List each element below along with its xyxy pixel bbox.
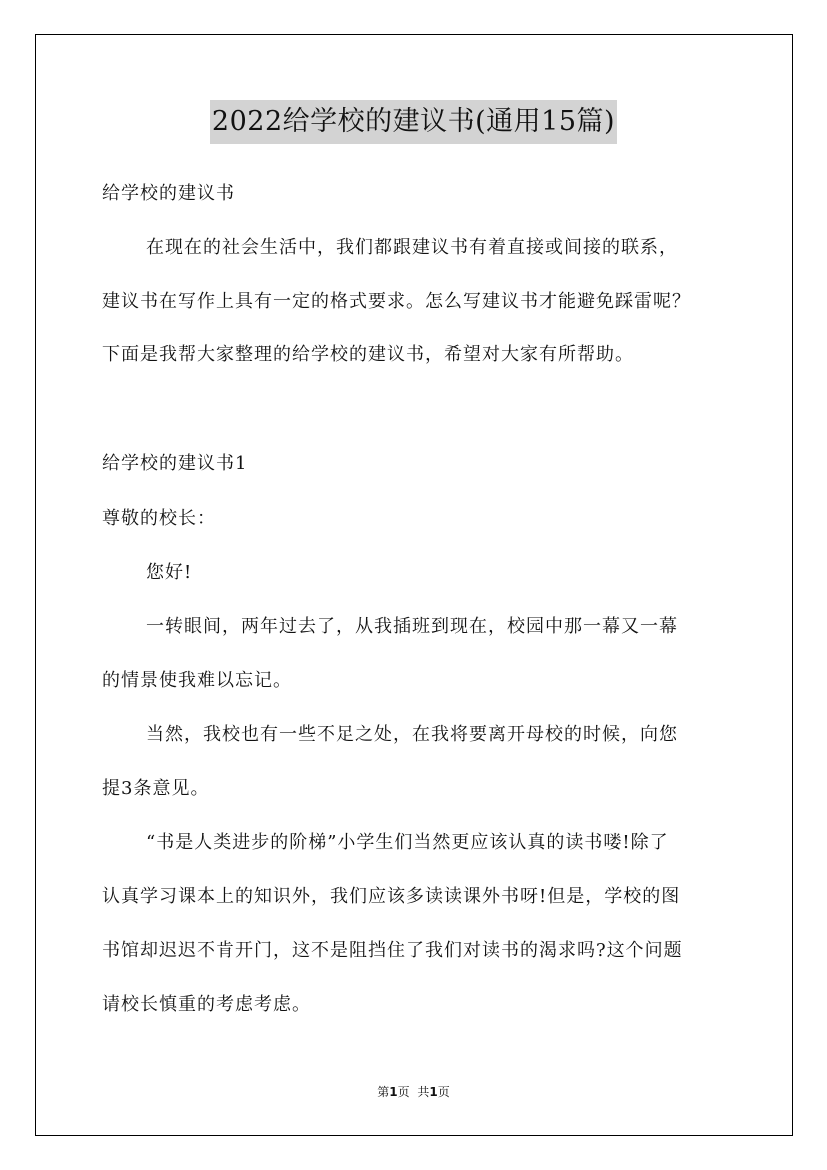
body-paragraph-line: 书馆却迟迟不肯开门，这不是阻挡住了我们对读书的渴求吗?这个问题 bbox=[102, 940, 683, 961]
letter-heading: 给学校的建议书1 bbox=[102, 453, 248, 474]
document-title-text: 2022给学校的建议书(通用15篇) bbox=[210, 100, 617, 144]
intro-paragraph-line: 在现在的社会生活中，我们都跟建议书有着直接或间接的联系， bbox=[146, 237, 678, 258]
body-paragraph-line: 一转眼间，两年过去了，从我插班到现在，校园中那一幕又一幕 bbox=[146, 616, 678, 637]
document-title bbox=[0, 100, 827, 144]
footer-page-number: 1 bbox=[389, 1085, 398, 1099]
section-heading: 给学校的建议书 bbox=[102, 183, 235, 204]
footer-total-number: 1 bbox=[429, 1085, 438, 1099]
body-paragraph-line: “书是人类进步的阶梯”小学生们当然更应该认真的读书喽!除了 bbox=[146, 832, 669, 853]
page-footer bbox=[0, 1084, 827, 1100]
footer-total-suffix: 页 bbox=[437, 1085, 450, 1099]
body-paragraph-line: 请校长慎重的考虑考虑。 bbox=[102, 994, 311, 1015]
body-paragraph-line: 认真学习课本上的知识外，我们应该多读读课外书呀!但是，学校的图 bbox=[102, 886, 681, 907]
body-paragraph-line: 的情景使我难以忘记。 bbox=[102, 670, 292, 691]
footer-page-prefix: 第 bbox=[377, 1085, 390, 1099]
salutation: 尊敬的校长： bbox=[102, 508, 216, 529]
footer-page-suffix: 页 bbox=[397, 1085, 410, 1099]
greeting: 您好! bbox=[146, 562, 193, 583]
intro-paragraph-line: 下面是我帮大家整理的给学校的建议书，希望对大家有所帮助。 bbox=[102, 344, 634, 365]
intro-paragraph-line: 建议书在写作上具有一定的格式要求。怎么写建议书才能避免踩雷呢？ bbox=[102, 291, 691, 312]
body-paragraph-line: 当然，我校也有一些不足之处，在我将要离开母校的时候，向您 bbox=[146, 724, 678, 745]
body-paragraph-line: 提3条意见。 bbox=[102, 778, 210, 799]
footer-total-prefix: 共 bbox=[417, 1085, 430, 1099]
